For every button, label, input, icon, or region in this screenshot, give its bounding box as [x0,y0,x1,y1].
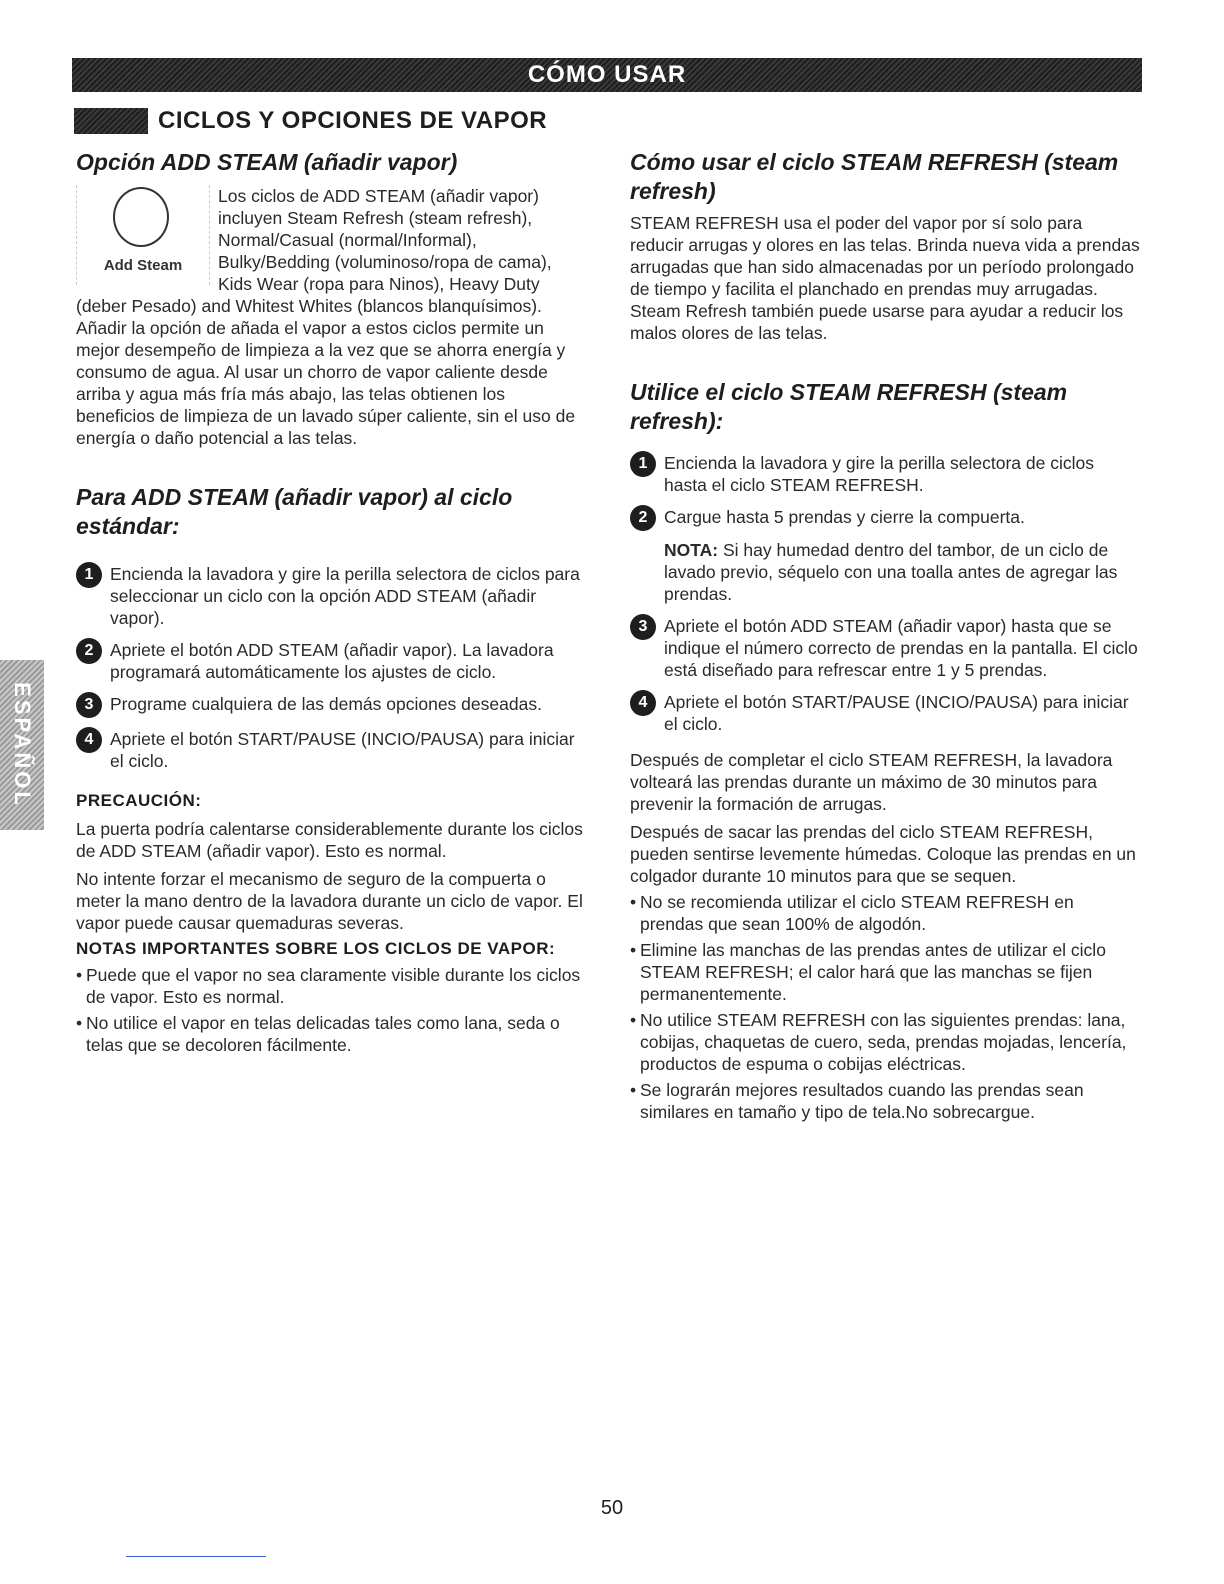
step-text: Apriete el botón START/PAUSE (INCIO/PAUSA) para iniciar el ciclo. [664,692,1129,734]
steam-notes-heading: NOTAS IMPORTANTES SOBRE LOS CICLOS DE VAPOR: [76,939,556,958]
list-item [630,939,1140,1005]
step-text: Programe cualquiera de las demás opciones deseadas. [110,694,542,714]
list-item-text: Se lograrán mejores resultados cuando las prendas sean similares en tamaño y tipo de tela.No sobrecargue. [640,1080,1084,1122]
language-label: ESPAÑOL [10,682,35,808]
standard-cycle-steps [76,563,586,772]
section-header-block [74,108,148,134]
step-text: Encienda la lavadora y gire la perilla selectora de ciclos para seleccionar un ciclo con la opción ADD STEAM (añadir vapor). [110,564,580,628]
step-number-badge: 1 [630,451,656,477]
steam-refresh-intro: STEAM REFRESH usa el poder del vapor por sí solo para reducir arrugas y olores en las telas. Brinda nueva vida a prendas arrugadas que han sido almacenadas por un período prolongado de tiempo y facilita el planchado en prendas muy arrugadas. Steam Refresh también puede usarse para ayudar a reducir los malos olores de las telas. [630,213,1140,343]
step-text: Apriete el botón ADD STEAM (añadir vapor) hasta que se indique el número correcto de prendas en la pantalla. El ciclo está diseñado para refrescar entre 1 y 5 prendas. [664,616,1138,680]
caution-heading: PRECAUCIÓN: [76,791,202,810]
step-number-badge: 1 [76,562,102,588]
add-steam-heading: Opción ADD STEAM (añadir vapor) [76,149,458,175]
steam-refresh-heading: Cómo usar el ciclo STEAM REFRESH (steam refresh) [630,149,1119,204]
step-item [76,563,586,629]
after-cycle-text: Después de sacar las prendas del ciclo STEAM REFRESH, pueden sentirse levemente húmedas. Coloque las prendas en un colgador durante 10 minutos para que se sequen. [630,822,1136,886]
note-text: Si hay humedad dentro del tambor, de un ciclo de lavado previo, séquelo con una toalla antes de agregar las prendas. [664,540,1118,604]
page-number: 50 [600,1497,624,1519]
footer-rule [126,1556,266,1557]
note-label: NOTA: [664,540,719,560]
list-item-text: No utilice STEAM REFRESH con las siguientes prendas: lana, cobijas, chaquetas de cuero, seda, prendas mojadas, lencería, productos de espuma o cobijas eléctricas. [640,1010,1127,1074]
bullet-icon: • [630,940,637,960]
right-column [630,148,1140,1123]
step-number-badge: 2 [76,638,102,664]
bullet-icon: • [76,1013,83,1033]
step-item [76,693,586,718]
standard-cycle-heading: Para ADD STEAM (añadir vapor) al ciclo estándar: [76,484,513,539]
bullet-icon: • [630,1010,637,1030]
step-item [630,691,1140,735]
list-item-text: Puede que el vapor no sea claramente visible durante los ciclos de vapor. Esto es normal. [86,965,581,1007]
add-steam-intro [76,185,586,449]
step-number-badge: 2 [630,505,656,531]
step-item [76,728,586,772]
step-item [630,452,1140,496]
step-item [630,506,1140,531]
step-number-badge: 4 [630,690,656,716]
add-steam-button-label: Add Steam [103,257,183,274]
list-item [630,1079,1140,1123]
section-title: CICLOS Y OPCIONES DE VAPOR [158,107,548,134]
after-cycle-text: Después de completar el ciclo STEAM REFRESH, la lavadora volteará las prendas durante un máximo de 30 minutos para prevenir la formación de arrugas. [630,750,1113,814]
bullet-icon: • [630,892,637,912]
list-item-text: No se recomienda utilizar el ciclo STEAM REFRESH en prendas que sean 100% de algodón. [640,892,1074,934]
step-text: Apriete el botón ADD STEAM (añadir vapor). La lavadora programará automáticamente los ajustes de ciclo. [110,640,554,682]
left-column [76,148,586,1056]
step-text: Cargue hasta 5 prendas y cierre la compuerta. [664,507,1025,527]
page-banner: CÓMO USAR [72,58,1142,92]
caution-text: La puerta podría calentarse considerablemente durante los ciclos de ADD STEAM (añadir vapor). Esto es normal. [76,819,583,861]
step-item [76,639,586,683]
step-item [630,615,1140,681]
steam-refresh-steps [630,452,1140,735]
bullet-icon: • [76,965,83,985]
list-item [76,964,586,1008]
step-number-badge: 4 [76,727,102,753]
add-steam-intro-text: Los ciclos de ADD STEAM (añadir vapor) incluyen Steam Refresh (steam refresh), Normal/Casual (normal/Informal), Bulky/Bedding (voluminoso/ropa de cama), Kids Wear (ropa para Ninos), Heavy Duty (deber Pesado) and Whitest Whites (blancos blanquísimos). Añadir la opción de añada el vapor a estos ciclos permite un mejor desempeño de limpieza a la vez que se ahorra energía y consumo de agua. Al usar un chorro de vapor caliente desde arriba y agua más fría más abajo, las telas obtienen los beneficios de limpieza de un lavado súper caliente, sin el uso de energía o daño potencial a las telas. [76,186,576,448]
caution-text: No intente forzar el mecanismo de seguro de la compuerta o meter la mano dentro de la lavadora durante un ciclo de vapor. El vapor puede causar quemaduras severas. [76,869,583,933]
list-item-text: Elimine las manchas de las prendas antes de utilizar el ciclo STEAM REFRESH; el calor hará que las manchas se fijen permanentemente. [640,940,1106,1004]
section-header [74,106,547,136]
step-number-badge: 3 [630,614,656,640]
language-side-tab [0,660,44,830]
add-steam-button-illustration [76,185,210,285]
list-item-text: No utilice el vapor en telas delicadas tales como lana, seda o telas que se decoloren fácilmente. [86,1013,560,1055]
list-item [630,891,1140,935]
add-steam-button-icon [113,187,169,247]
list-item [76,1012,586,1056]
bullet-icon: • [630,1080,637,1100]
step-number-badge: 3 [76,692,102,718]
step-text: Apriete el botón START/PAUSE (INCIO/PAUSA) para iniciar el ciclo. [110,729,575,771]
step-text: Encienda la lavadora y gire la perilla selectora de ciclos hasta el ciclo STEAM REFRESH. [664,453,1094,495]
list-item [630,1009,1140,1075]
note [664,539,1140,605]
steam-refresh-use-heading: Utilice el ciclo STEAM REFRESH (steam refresh): [630,379,1068,434]
